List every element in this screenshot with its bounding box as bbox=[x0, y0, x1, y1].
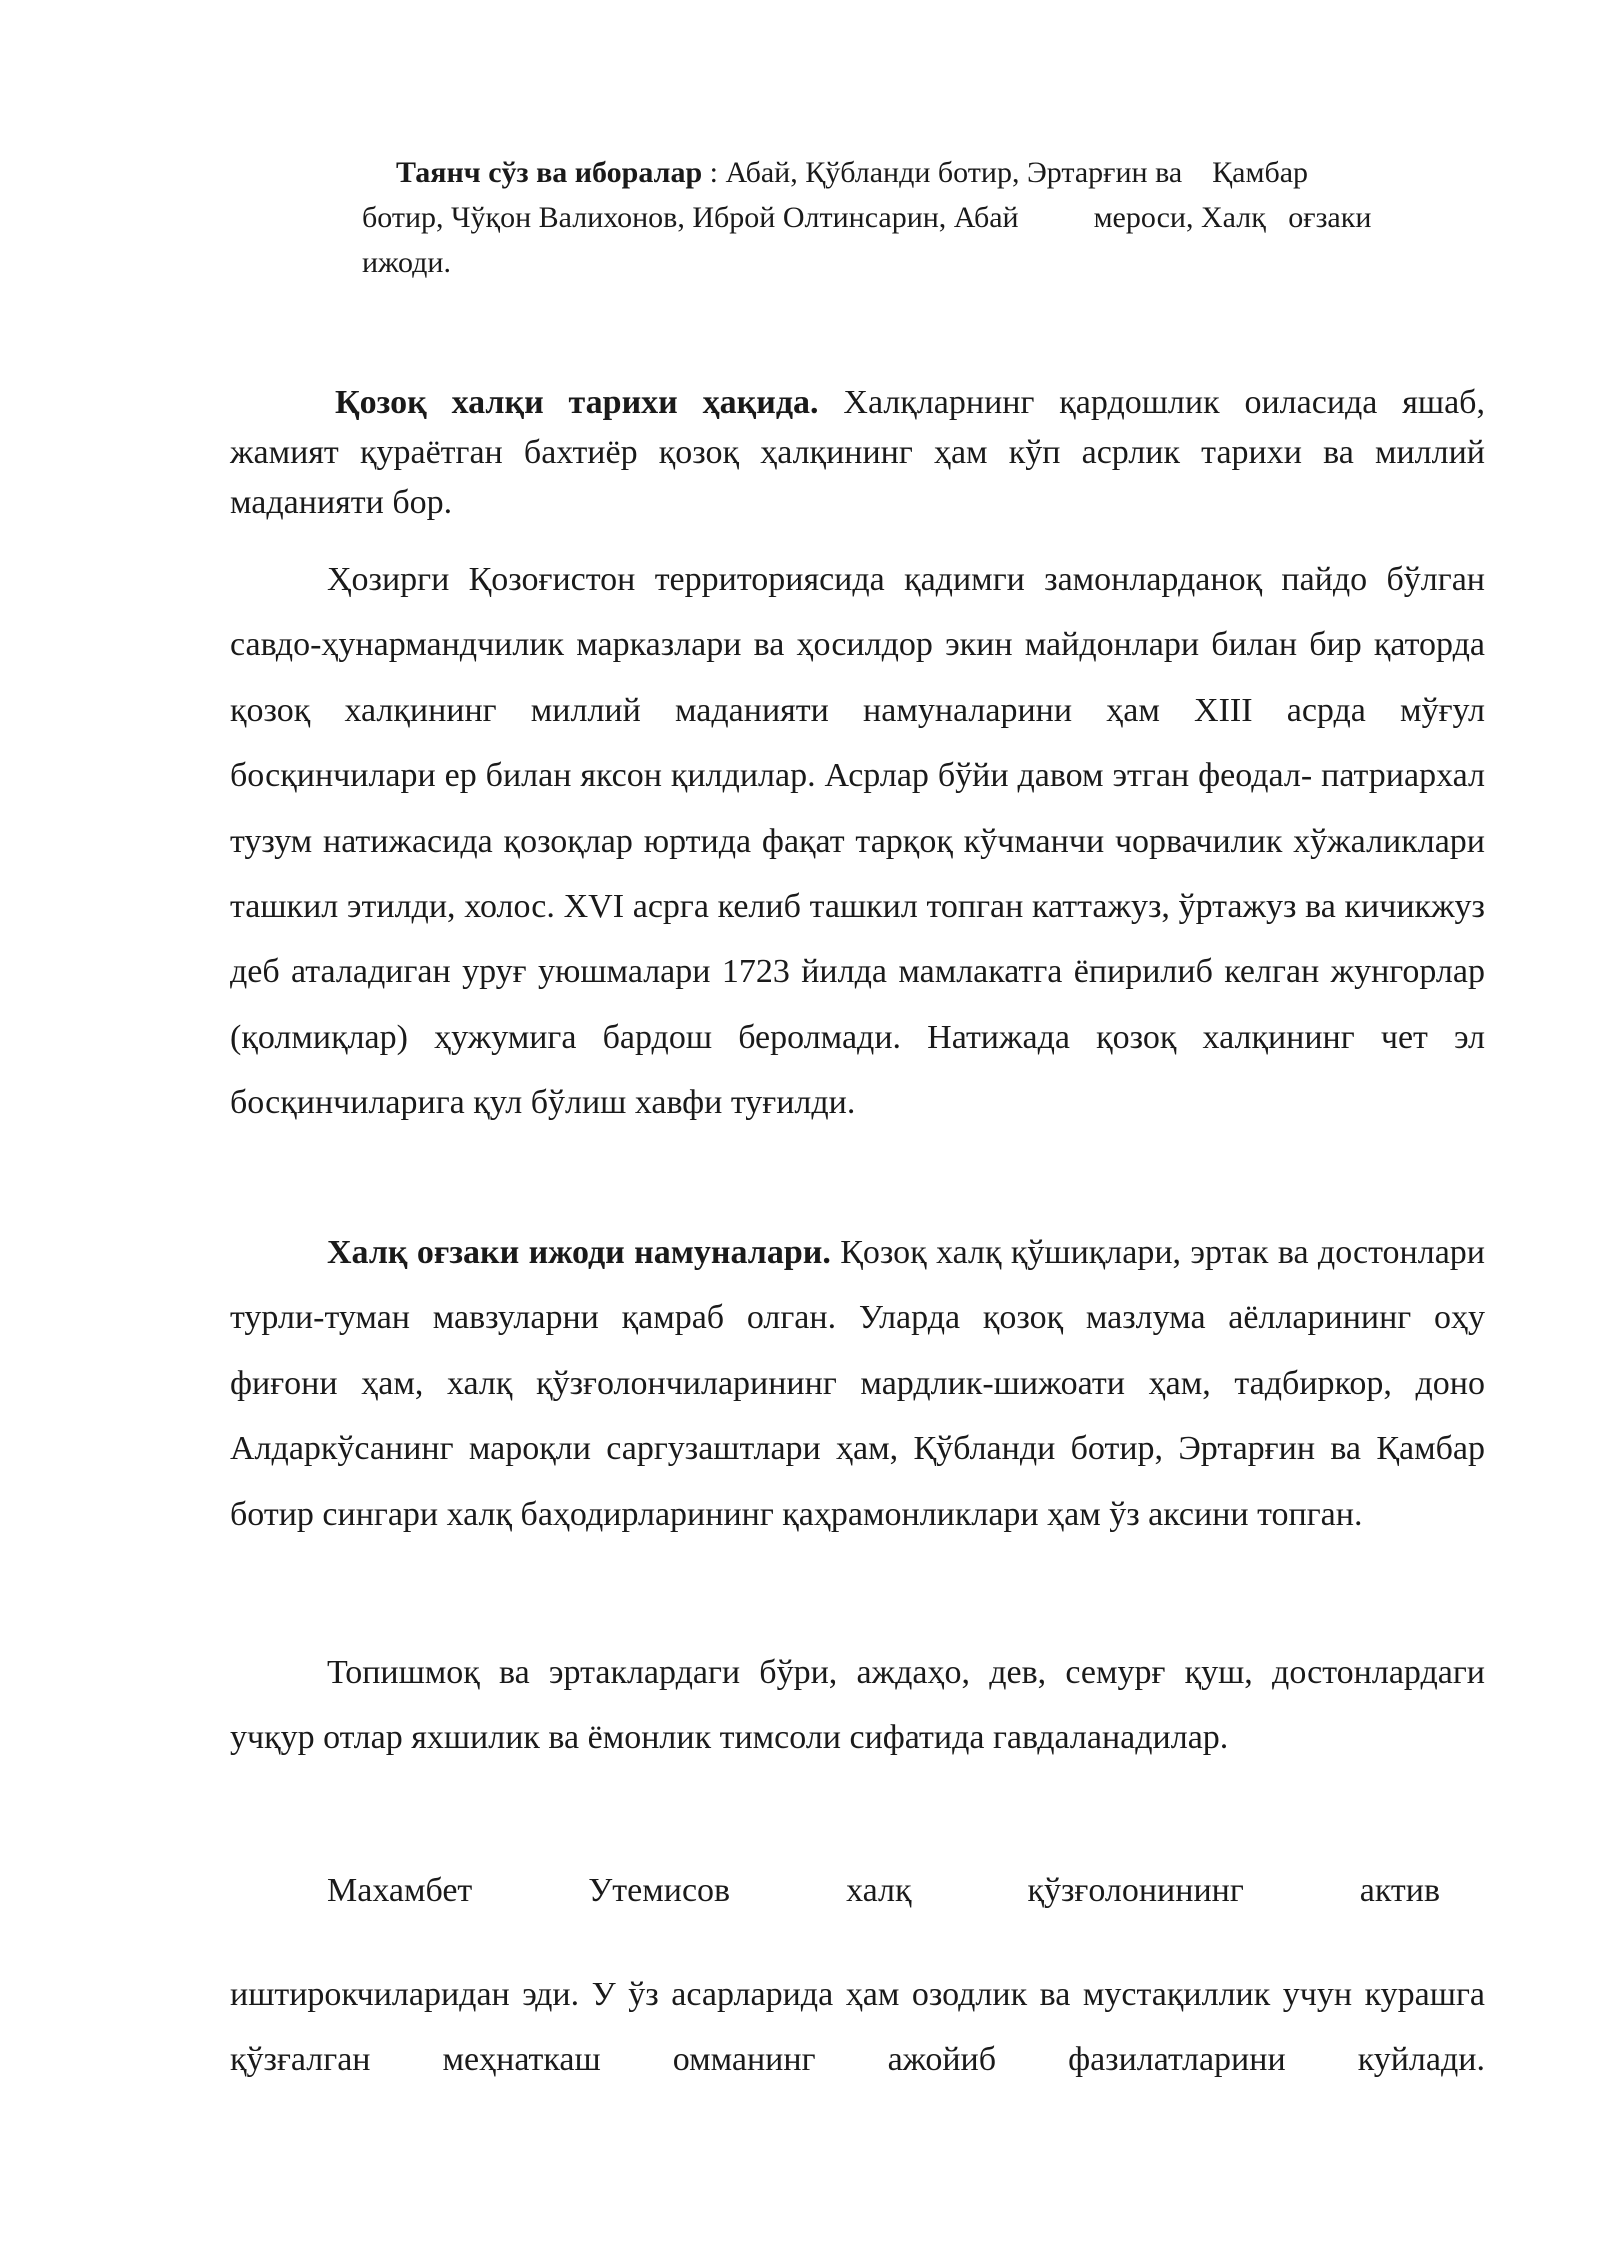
paragraph-riddles bbox=[230, 1640, 1485, 1771]
paragraph-text: Ҳозирги Қозоғистон территориясида қадимги замонларданоқ пайдо бўлган савдо-ҳунармандчилик марказлари ва ҳосилдор экин майдонлари билан бир қаторда қозоқ халқининг миллий маданияти намуналарини ҳам XIII асрда мўғул босқинчилари ер билан яксон қилдилар. Асрлар бўйи давом этган феодал- патриархал тузум натижасида қозоқлар юртида фақат тарқоқ кўчманчи чорвачилик хўжаликлари ташкил этилди, холос. XVI асрга келиб ташкил топган каттажуз, ўртажуз ва кичикжуз деб аталадиган уруғ уюшмалари 1723 йилда мамлакатга ёпирилиб келган жунгорлар (қолмиқлар) ҳужумига бардош беролмади. Натижада қозоқ халқининг чет эл босқинчиларига қул бўлиш хавфи туғилди. bbox=[230, 561, 1485, 1122]
paragraph-text: Халқларнинг қардошлик оиласида яшаб, жамият қураётган бахтиёр қозоқ ҳалқининг ҳам кўп асрлик тарихи ва миллий маданияти бор. bbox=[230, 384, 1485, 521]
section-folklore bbox=[230, 1220, 1485, 1547]
paragraph-text: Махамбет Утемисов халқ қўзғолонининг актив bbox=[327, 1872, 1440, 1909]
paragraph-territory bbox=[230, 547, 1485, 1136]
paragraph bbox=[230, 378, 1485, 528]
paragraph-text: иштирокчиларидан эди. У ўз асарларида ҳам озодлик ва мустақиллик учун курашга қўзғалган меҳнаткаш омманинг ажойиб фазилатларини куйлади. bbox=[230, 1976, 1485, 2079]
keywords-line-2: ботир, Чўқон Валихонов, Иброй Олтинсарин, Абай мероси, Халқ оғзаки bbox=[362, 201, 1372, 234]
paragraph-makhambet bbox=[230, 1858, 1485, 1923]
section-heading: Халқ оғзаки ижоди намуналари. bbox=[327, 1234, 831, 1271]
keywords-line-3: ижоди. bbox=[362, 246, 451, 279]
keywords-block bbox=[362, 150, 1472, 285]
section-kazakh-history bbox=[230, 378, 1485, 528]
section-heading: Қозоқ халқи тарихи ҳақида. bbox=[335, 384, 819, 421]
keywords-line-1 bbox=[362, 150, 1472, 195]
keywords-label: Таянч сўз ва иборалар bbox=[396, 156, 703, 189]
paragraph-text: Қозоқ халқ қўшиқлари, эртак ва достонлари турли-туман мавзуларни қамраб олган. Уларда қозоқ мазлума аёлларининг оҳу фиғони ҳам, халқ қўзғолончиларининг мардлик-шижоати ҳам, тадбиркор, доно Алдаркўсанинг мароқли саргузаштлари ҳам, Қўбланди ботир, Эртарғин ва Қамбар ботир сингари халқ баҳодирларининг қаҳрамонликлари ҳам ўз аксини топган. bbox=[230, 1234, 1486, 1533]
paragraph-text: Топишмоқ ва эртаклардаги бўри, аждаҳо, дев, семурғ қуш, достонлардаги учқур отлар яхшилик ва ёмонлик тимсоли сифатида гавдаланадилар. bbox=[230, 1654, 1485, 1757]
keywords-text-1: : Абай, Қўбланди ботир, Эртарғин ва Қамбар bbox=[702, 156, 1309, 189]
paragraph bbox=[230, 1220, 1485, 1547]
paragraph-participants bbox=[230, 1962, 1485, 2093]
